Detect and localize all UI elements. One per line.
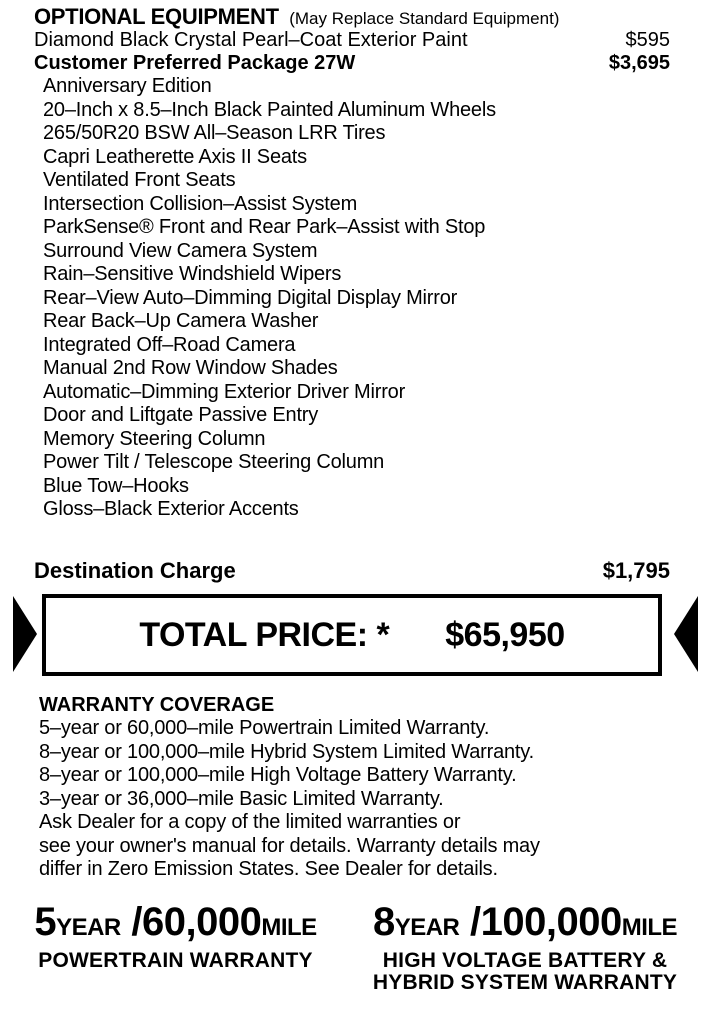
package-item: Rear–View Auto–Dimming Digital Display Mirror <box>43 286 458 309</box>
package-item: 20–Inch x 8.5–Inch Black Painted Aluminum Wheels <box>43 98 496 121</box>
battery-warranty-badge <box>370 900 680 994</box>
destination-charge-price: $1,795 <box>602 558 670 583</box>
destination-charge-row <box>34 558 670 584</box>
total-price-label: TOTAL PRICE: * <box>139 615 390 654</box>
package-item: ParkSense® Front and Rear Park–Assist with Stop <box>43 216 486 238</box>
powertrain-warranty-term <box>28 900 323 950</box>
package-item: Rear Back–Up Camera Washer <box>43 310 319 332</box>
left-pointer-arrow-icon <box>13 596 37 672</box>
total-price-box <box>42 594 662 676</box>
warranty-coverage-section <box>39 693 540 882</box>
package-item: Ventilated Front Seats <box>43 169 236 191</box>
battery-warranty-caption-line1: HIGH VOLTAGE BATTERY & <box>382 949 668 972</box>
warranty-line: 8–year or 100,000–mile High Voltage Battery Warranty. <box>39 764 517 786</box>
package-item: 265/50R20 BSW All–Season LRR Tires <box>43 122 386 144</box>
package-label: Customer Preferred Package 27W <box>34 52 356 74</box>
warranty-line: see your owner's manual for details. Warranty details may <box>39 834 540 857</box>
package-item: Intersection Collision–Assist System <box>43 192 358 215</box>
package-item: Integrated Off–Road Camera <box>43 333 296 356</box>
package-item: Blue Tow–Hooks <box>43 474 189 497</box>
package-item: Capri Leatherette Axis II Seats <box>43 145 307 168</box>
package-item: Automatic–Dimming Exterior Driver Mirror <box>43 380 406 403</box>
battery-slash: / <box>470 900 481 944</box>
warranty-coverage-title: WARRANTY COVERAGE <box>39 694 275 716</box>
package-row <box>34 52 670 75</box>
total-price-value: $65,950 <box>445 615 565 654</box>
warranty-line: 3–year or 36,000–mile Basic Limited Warranty. <box>39 787 444 810</box>
right-pointer-arrow-icon <box>674 596 698 672</box>
package-items-list <box>43 75 496 522</box>
optional-equipment-title: OPTIONAL EQUIPMENT <box>34 4 279 29</box>
package-item: Gloss–Black Exterior Accents <box>43 498 299 520</box>
battery-warranty-term <box>370 900 680 950</box>
powertrain-years: 5 <box>34 900 57 944</box>
package-item: Power Tilt / Telescope Steering Column <box>43 451 385 473</box>
package-item: Rain–Sensitive Windshield Wipers <box>43 263 342 285</box>
powertrain-warranty-badge <box>28 900 323 972</box>
optional-equipment-header <box>34 4 559 30</box>
battery-miles: 100,000 <box>480 900 622 944</box>
powertrain-slash: / <box>131 900 142 944</box>
powertrain-year-word: YEAR <box>56 914 121 941</box>
package-item: Anniversary Edition <box>43 75 212 97</box>
package-item: Surround View Camera System <box>43 239 318 262</box>
battery-mile-word: MILE <box>621 914 678 941</box>
warranty-line: 8–year or 100,000–mile Hybrid System Limited Warranty. <box>39 740 534 763</box>
warranty-line: 5–year or 60,000–mile Powertrain Limited Warranty. <box>39 717 490 739</box>
paint-option-row <box>34 29 670 52</box>
warranty-lines <box>39 717 540 882</box>
package-item: Memory Steering Column <box>43 427 266 450</box>
battery-years: 8 <box>372 900 395 944</box>
battery-year-word: YEAR <box>394 914 460 941</box>
destination-charge-label: Destination Charge <box>34 558 236 583</box>
paint-option-price: $595 <box>625 29 670 51</box>
powertrain-mile-word: MILE <box>261 914 317 941</box>
optional-equipment-note: (May Replace Standard Equipment) <box>289 9 560 28</box>
package-item: Manual 2nd Row Window Shades <box>43 357 338 379</box>
package-item: Door and Liftgate Passive Entry <box>43 404 319 426</box>
package-price: $3,695 <box>608 52 670 74</box>
paint-option-label: Diamond Black Crystal Pearl–Coat Exterior Paint <box>34 29 468 51</box>
powertrain-miles: 60,000 <box>142 900 262 944</box>
powertrain-warranty-caption: POWERTRAIN WARRANTY <box>38 949 313 972</box>
warranty-line: Ask Dealer for a copy of the limited warranties or <box>39 811 461 833</box>
warranty-line: differ in Zero Emission States. See Dealer for details. <box>39 858 498 880</box>
battery-warranty-caption-line2: HYBRID SYSTEM WARRANTY <box>372 971 678 994</box>
